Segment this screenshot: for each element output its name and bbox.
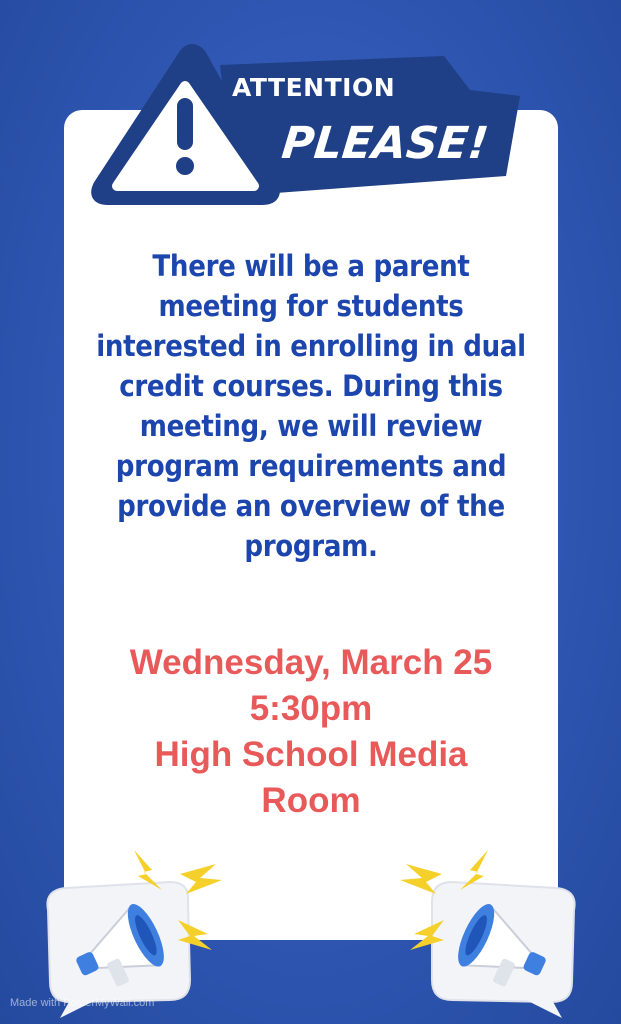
message-line: provide an overview of the xyxy=(117,489,505,523)
event-time: 5:30pm xyxy=(249,689,373,728)
banner-line-attention: ATTENTION xyxy=(232,73,396,102)
banner-line-please: PLEASE! xyxy=(279,118,491,169)
message-line: meeting for students xyxy=(158,289,464,323)
warning-icon xyxy=(176,98,194,175)
watermark: Made with PosterMyWall.com xyxy=(10,997,155,1009)
message-line: interested in enrolling in dual xyxy=(96,329,526,363)
message-line: There will be a parent xyxy=(152,249,470,283)
megaphone-left-icon xyxy=(30,850,230,1020)
megaphone-right-icon xyxy=(392,850,592,1020)
message-line: credit courses. During this xyxy=(119,369,503,403)
event-location-line-2: Room xyxy=(261,781,361,820)
event-date: Wednesday, March 25 xyxy=(129,643,493,682)
event-location-line-1: High School Media xyxy=(154,735,468,774)
message-line: program requirements and xyxy=(115,449,507,483)
event-details xyxy=(70,640,552,824)
message-text xyxy=(74,246,548,566)
message-line: program. xyxy=(244,529,378,563)
message-line: meeting, we will review xyxy=(139,409,483,443)
